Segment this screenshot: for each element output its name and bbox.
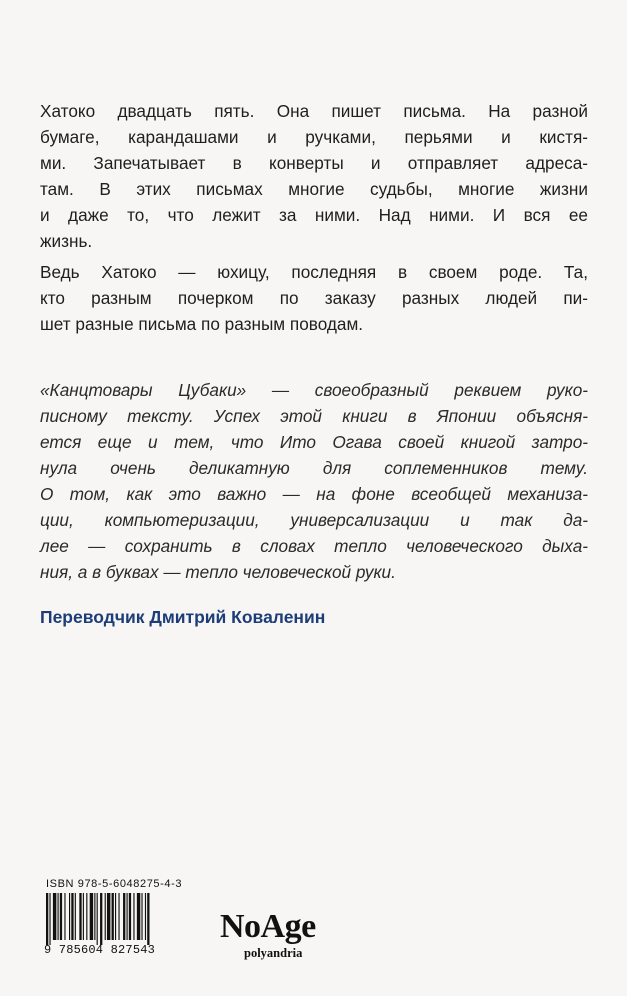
text-line: писному тексту. Успех этой книги в Японии объясня- — [40, 406, 588, 426]
barcode-bar — [129, 893, 131, 940]
text-line: лее — сохранить в словах тепло человеческого дыха- — [40, 536, 588, 556]
translator-credit: Переводчик Дмитрий Коваленин — [40, 607, 326, 627]
barcode-bar — [118, 893, 119, 940]
text-line: и даже то, что лежит за ними. Над ними. И вся ее — [40, 205, 588, 225]
barcode-bar — [97, 893, 98, 945]
barcode-bar — [115, 893, 116, 940]
description-paragraph-1 — [40, 98, 588, 254]
barcode-bar — [71, 893, 73, 940]
barcode-bar — [94, 893, 95, 940]
barcode-bar — [133, 893, 134, 940]
text-line: ния, а в буквах — тепло человеческой руки. — [40, 562, 396, 582]
barcode-bar — [64, 893, 65, 940]
barcode-bar — [69, 893, 70, 940]
text-line: «Канцтовары Цубаки» — своеобразный реквием руко- — [40, 380, 588, 400]
text-line: ции, компьютеризации, универсализации и так да- — [40, 510, 588, 530]
barcode-icon — [42, 893, 192, 945]
barcode-bar — [100, 893, 102, 945]
barcode-bar — [147, 893, 149, 945]
description-paragraph-2 — [40, 259, 588, 337]
barcode-bar — [141, 893, 142, 940]
barcode-bar — [53, 893, 56, 940]
barcode-bar — [107, 893, 110, 940]
barcode-bar — [49, 893, 50, 945]
text-line: там. В этих письмах многие судьбы, многие жизни — [40, 179, 588, 199]
text-line: ется еще и тем, что Ито Огава своей книгой затро- — [40, 432, 588, 452]
text-line: шет разные письма по разным поводам. — [40, 314, 364, 334]
barcode-digits: 9 785604 827543 — [44, 943, 156, 957]
barcode-bar — [137, 893, 140, 940]
barcode-bar — [127, 893, 128, 940]
barcode-bar — [145, 893, 146, 940]
barcode-bar — [86, 893, 87, 940]
text-line: кто разным почерком по заказу разных людей пи- — [40, 288, 588, 308]
barcode-bar — [105, 893, 106, 940]
barcode-bar — [46, 893, 48, 945]
text-line: Хатоко двадцать пять. Она пишет письма. На разной — [40, 101, 588, 121]
review-paragraph — [40, 377, 588, 585]
publisher-imprint: polyandria — [244, 946, 303, 960]
isbn-label: ISBN 978-5-6048275-4-3 — [46, 878, 183, 890]
barcode-bar — [112, 893, 114, 940]
barcode-bar — [123, 893, 125, 940]
text-line: бумаге, карандашами и ручками, перьями и кистя- — [40, 127, 588, 147]
text-line: ми. Запечатывает в конверты и отправляет адреса- — [40, 153, 588, 173]
text-line: Ведь Хатоко — юхицу, последняя в своем роде. Та, — [40, 262, 588, 282]
publisher-logo: NoAge — [220, 908, 316, 945]
barcode-bar — [75, 893, 76, 940]
barcode-bar — [79, 893, 81, 940]
text-line: жизнь. — [40, 231, 93, 251]
barcode-bar — [60, 893, 62, 940]
barcode-bar — [83, 893, 84, 940]
barcode-bar — [58, 893, 59, 940]
barcode-bar — [90, 893, 93, 940]
text-line: нула очень деликатную для соплеменников тему. — [40, 458, 588, 478]
text-line: О том, как это важно — на фоне всеобщей механиза- — [40, 484, 588, 504]
